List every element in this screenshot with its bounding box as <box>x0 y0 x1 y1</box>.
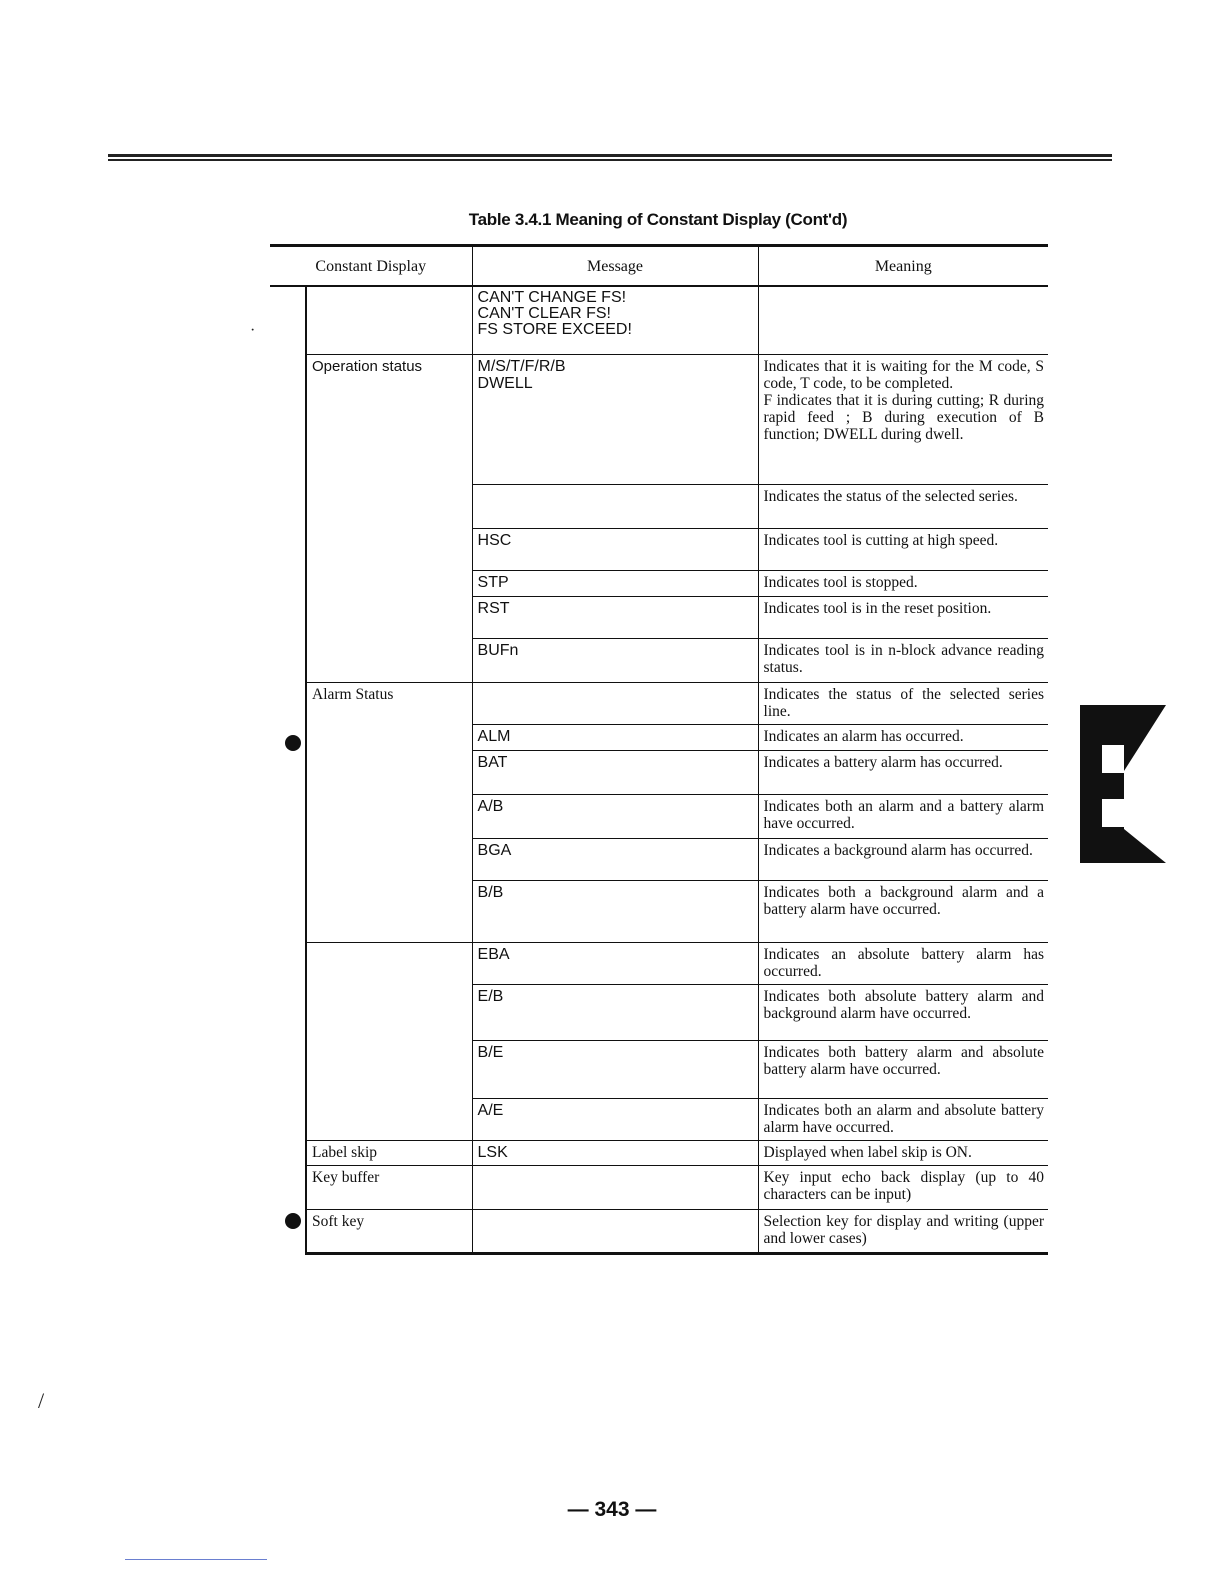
message-cell: BGA <box>472 838 758 880</box>
page-number: — 343 — <box>567 1498 657 1521</box>
meaning-cell: Indicates tool is cutting at high speed. <box>758 528 1048 570</box>
message-cell: BAT <box>472 750 758 794</box>
meaning-cell: Indicates a battery alarm has occurred. <box>758 750 1048 794</box>
message-cell <box>472 1209 758 1253</box>
constant-display-cell <box>306 942 472 1140</box>
message-cell: LSK <box>472 1140 758 1165</box>
message-cell: M/S/T/F/R/B DWELL <box>472 354 758 484</box>
message-cell: A/E <box>472 1098 758 1140</box>
stray-mark: / <box>38 1388 45 1413</box>
header-constant-display: Constant Display <box>270 246 472 287</box>
header-meaning: Meaning <box>758 246 1048 287</box>
message-cell: E/B <box>472 984 758 1040</box>
header-rule-thick <box>108 154 1112 157</box>
stray-mark: · <box>250 322 256 339</box>
table-row <box>270 286 1048 354</box>
meaning-cell: Displayed when label skip is ON. <box>758 1140 1048 1165</box>
table-header-row <box>270 246 1048 287</box>
meaning-cell: Selection key for display and writing (upper and lower cases) <box>758 1209 1048 1253</box>
change-bullet-key-buffer <box>285 1213 301 1229</box>
message-cell: CAN'T CHANGE FS! CAN'T CLEAR FS! FS STORE EXCEED! <box>472 286 758 354</box>
table-row <box>270 682 1048 724</box>
meaning-cell: Key input echo back display (up to 40 characters can be input) <box>758 1165 1048 1209</box>
change-bullet-alarm-status <box>285 735 301 751</box>
meaning-cell: Indicates tool is stopped. <box>758 570 1048 596</box>
meaning-cell: Indicates both an alarm and a battery alarm have occurred. <box>758 794 1048 838</box>
meaning-cell: Indicates both absolute battery alarm and background alarm have occurred. <box>758 984 1048 1040</box>
message-cell <box>472 682 758 724</box>
message-cell <box>472 484 758 528</box>
message-cell: A/B <box>472 794 758 838</box>
meaning-cell: Indicates an alarm has occurred. <box>758 724 1048 750</box>
meaning-cell: Indicates a background alarm has occurred. <box>758 838 1048 880</box>
constant-display-table <box>270 244 1048 1255</box>
meaning-cell: Indicates both a background alarm and a battery alarm have occurred. <box>758 880 1048 942</box>
table-row <box>270 1165 1048 1209</box>
header-message: Message <box>472 246 758 287</box>
message-cell: ALM <box>472 724 758 750</box>
table-row <box>270 1140 1048 1165</box>
table-row <box>270 942 1048 984</box>
meaning-cell: Indicates tool is in n-block advance reading status. <box>758 638 1048 682</box>
meaning-cell: Indicates an absolute battery alarm has occurred. <box>758 942 1048 984</box>
meaning-cell: Indicates the status of the selected series line. <box>758 682 1048 724</box>
section-e-thumb-tab <box>1080 705 1168 865</box>
table-caption: Table 3.4.1 Meaning of Constant Display (Cont'd) <box>468 210 848 229</box>
message-cell <box>472 1165 758 1209</box>
message-cell: STP <box>472 570 758 596</box>
message-cell: EBA <box>472 942 758 984</box>
meaning-cell: Indicates that it is waiting for the M code, S code, T code, to be completed. F indicates that it is during cutting; R during rapid feed ; B during execution of B function; DWELL during dwell. <box>758 354 1048 484</box>
message-cell: BUFn <box>472 638 758 682</box>
header-rule-thin <box>108 159 1112 161</box>
constant-display-cell: Key buffer <box>306 1165 472 1209</box>
message-cell: B/B <box>472 880 758 942</box>
table-row <box>270 354 1048 484</box>
meaning-cell: Indicates tool is in the reset position. <box>758 596 1048 638</box>
meaning-cell: Indicates the status of the selected series. <box>758 484 1048 528</box>
table-row <box>270 1209 1048 1253</box>
footer-line <box>125 1559 267 1560</box>
meaning-cell: Indicates both an alarm and absolute battery alarm have occurred. <box>758 1098 1048 1140</box>
constant-display-cell <box>306 286 472 354</box>
message-cell: RST <box>472 596 758 638</box>
change-bar-column <box>270 286 306 1253</box>
message-cell: HSC <box>472 528 758 570</box>
constant-display-cell: Label skip <box>306 1140 472 1165</box>
message-cell: B/E <box>472 1040 758 1098</box>
constant-display-cell: Operation status <box>306 354 472 682</box>
meaning-cell <box>758 286 1048 354</box>
constant-display-cell: Soft key <box>306 1209 472 1253</box>
constant-display-cell: Alarm Status <box>306 682 472 942</box>
meaning-cell: Indicates both battery alarm and absolute battery alarm have occurred. <box>758 1040 1048 1098</box>
